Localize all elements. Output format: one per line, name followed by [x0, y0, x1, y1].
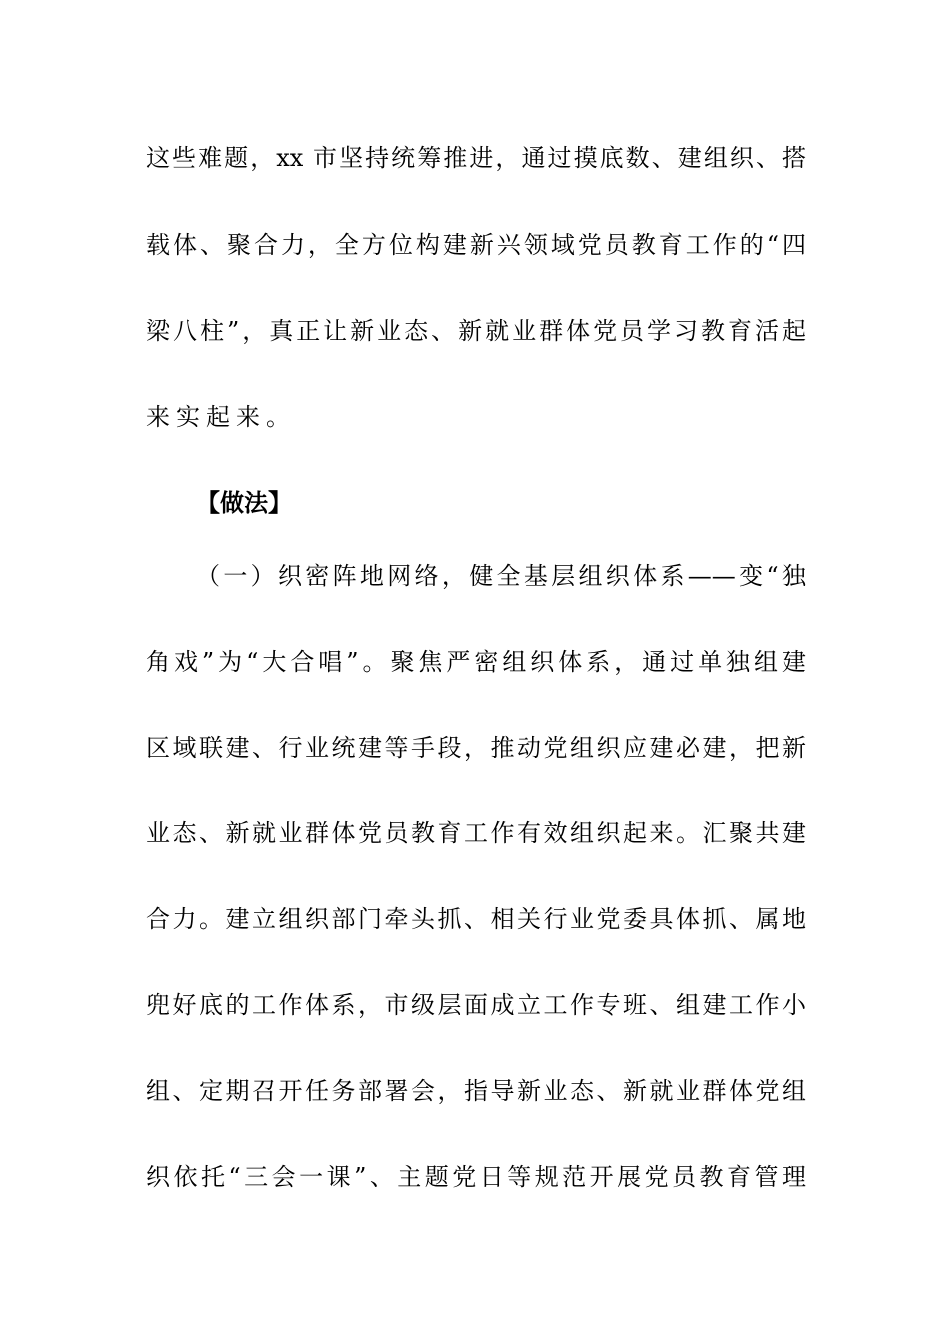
section-heading: 【做法】: [196, 489, 292, 517]
paragraph-line: （一）织密阵地网络，健全基层组织体系——变“独: [196, 562, 806, 590]
paragraph-line: 组、定期召开任务部署会，指导新业态、新就业群体党组: [146, 1077, 806, 1105]
paragraph-line: 载体、聚合力，全方位构建新兴领域党员教育工作的“四: [146, 231, 806, 259]
paragraph-line: 织依托“三会一课”、主题党日等规范开展党员教育管理: [146, 1163, 806, 1191]
paragraph-line: 区域联建、行业统建等手段，推动党组织应建必建，把新: [146, 734, 806, 762]
paragraph-line: 来实起来。: [146, 403, 296, 431]
paragraph-line: 业态、新就业群体党员教育工作有效组织起来。汇聚共建: [146, 819, 806, 847]
paragraph-line: 梁八柱”，真正让新业态、新就业群体党员学习教育活起: [146, 317, 806, 345]
paragraph-line: 合力。建立组织部门牵头抓、相关行业党委具体抓、属地: [146, 905, 806, 933]
paragraph-line: 这些难题，xx 市坚持统筹推进，通过摸底数、建组织、搭: [146, 144, 806, 172]
paragraph-line: 角戏”为“大合唱”。聚焦严密组织体系，通过单独组建: [146, 648, 806, 676]
paragraph-line: 兜好底的工作体系，市级层面成立工作专班、组建工作小: [146, 991, 806, 1019]
